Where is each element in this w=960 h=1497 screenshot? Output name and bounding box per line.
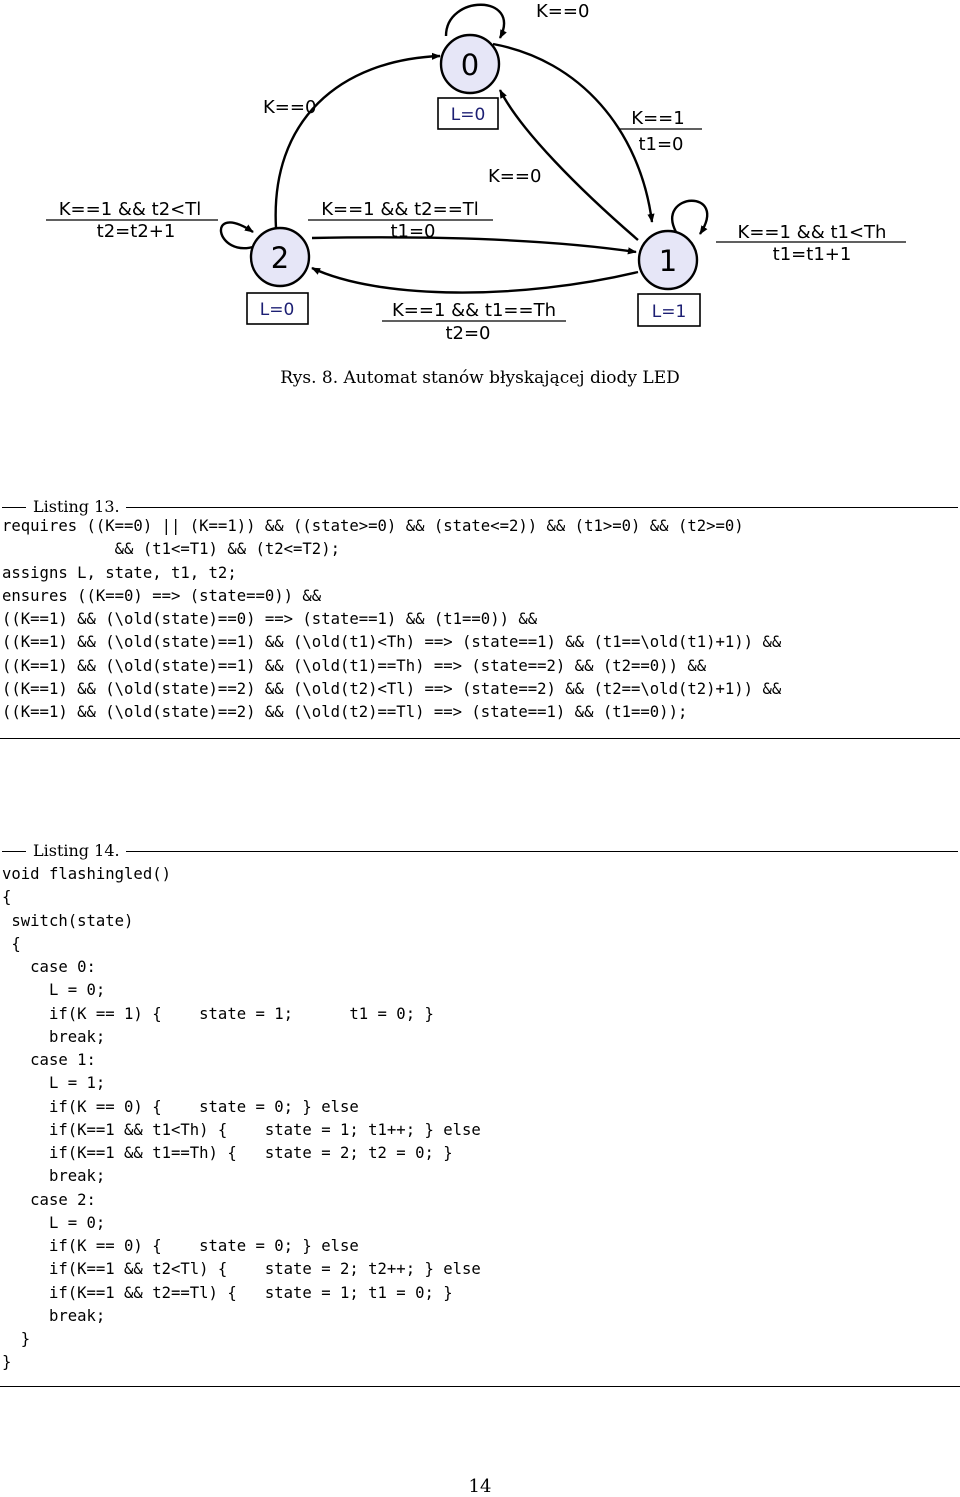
listing-14-code: [2, 863, 481, 1375]
label-t-1-2-guard: K==1 && t1==Th: [391, 300, 557, 321]
state-machine-diagram: [0, 0, 960, 360]
code-line: ((K==1) && (\old(state)==1) && (\old(t1)==Th) ==> (state==2) && (t2==0)) &&: [2, 656, 707, 675]
listing-13-bottom-rule: [0, 738, 960, 739]
code-line: L = 0;: [2, 981, 106, 1000]
code-line: break;: [2, 1027, 106, 1046]
code-line: ((K==1) && (\old(state)==2) && (\old(t2)<Tl) ==> (state==2) && (t2==\old(t2)+1)) &&: [2, 679, 782, 698]
code-line: switch(state): [2, 911, 134, 930]
label-t-1-2: [382, 300, 566, 344]
code-line: ((K==1) && (\old(state)==0) ==> (state==1) && (t1==0)) &&: [2, 610, 538, 628]
transition-1-to-0: [500, 90, 638, 240]
label-self-2-action: t2=t2+1: [96, 221, 176, 242]
transition-1-to-2: [312, 268, 638, 293]
label-self-1-guard: K==1 && t1<Th: [737, 222, 887, 243]
label-t-1-2-action: t2=0: [445, 323, 491, 344]
transition-self-0: [446, 5, 504, 38]
state-1: [639, 231, 697, 289]
page-number: 14: [468, 1476, 492, 1497]
transition-2-to-1: [312, 237, 636, 252]
figure-caption: Rys. 8. Automat stanów błyskającej diody LED: [280, 368, 680, 388]
state-0: [441, 35, 499, 93]
listing-13-label: Listing 13.: [33, 497, 120, 516]
code-line: if(K == 0) { state = 0; } else: [2, 1237, 359, 1255]
code-line: requires ((K==0) || (K==1)) && ((state>=0) && (state<=2)) && (t1>=0) && (t2>=0): [2, 517, 744, 535]
label-self-0: K==0: [536, 1, 590, 22]
code-line: if(K==1 && t2==Tl) { state = 1; t1 = 0; }: [2, 1283, 453, 1302]
label-self-1-action: t1=t1+1: [772, 244, 852, 265]
state-2-label: 2: [270, 241, 290, 275]
code-line: break;: [2, 1167, 106, 1186]
state-2: [251, 228, 309, 286]
state-1-output: L=1: [651, 302, 687, 322]
code-line: if(K == 1) { state = 1; t1 = 0; }: [2, 1004, 434, 1023]
code-line: break;: [2, 1306, 106, 1325]
code-line: assigns L, state, t1, t2;: [2, 563, 237, 582]
label-t-0-1: [620, 108, 702, 155]
listing-14-header: [0, 839, 960, 863]
code-line: if(K==1 && t1==Th) { state = 2; t2 = 0; }: [2, 1144, 453, 1162]
state-0-output: L=0: [450, 105, 486, 125]
code-line: && (t1<=T1) && (t2<=T2);: [2, 540, 340, 559]
code-line: {: [2, 888, 12, 907]
transition-0-to-1: [493, 44, 652, 222]
label-t-0-1-action: t1=0: [638, 134, 684, 155]
state-0-label: 0: [460, 48, 480, 82]
label-t-0-1-guard: K==1: [631, 108, 685, 129]
code-line: case 0:: [2, 958, 96, 976]
code-line: if(K==1 && t2<Tl) { state = 2; t2++; } else: [2, 1260, 481, 1279]
code-line: case 1:: [2, 1051, 96, 1069]
code-line: {: [2, 934, 21, 953]
code-line: if(K == 0) { state = 0; } else: [2, 1097, 359, 1116]
state-1-label: 1: [658, 244, 678, 278]
label-t-2-1-guard: K==1 && t2==Tl: [321, 199, 479, 220]
state-1-output-box: [638, 294, 700, 326]
transition-self-1: [672, 201, 707, 234]
state-2-output-box: [247, 293, 308, 324]
code-line: L = 1;: [2, 1074, 106, 1093]
code-line: }: [2, 1330, 31, 1348]
state-0-output-box: [438, 98, 498, 129]
label-self-1: [716, 222, 906, 265]
code-line: case 2:: [2, 1190, 96, 1209]
code-line: ensures ((K==0) ==> (state==0)) &&: [2, 586, 322, 605]
label-t-2-1: [308, 199, 493, 242]
transition-self-2: [221, 222, 256, 248]
listing-14-bottom-rule: [0, 1386, 960, 1387]
code-line: }: [2, 1353, 12, 1372]
label-t-2-1-action: t1=0: [390, 221, 436, 242]
code-line: ((K==1) && (\old(state)==2) && (\old(t2)==Tl) ==> (state==1) && (t1==0));: [2, 703, 688, 721]
state-2-output: L=0: [259, 300, 295, 320]
label-self-2-guard: K==1 && t2<Tl: [58, 199, 202, 220]
listing-14-label: Listing 14.: [33, 841, 120, 860]
code-line: L = 0;: [2, 1213, 106, 1232]
code-line: if(K==1 && t1<Th) { state = 1; t1++; } else: [2, 1120, 481, 1139]
label-t-2-0: K==0: [263, 97, 317, 118]
label-self-2: [46, 199, 218, 242]
listing-13-code: [2, 515, 781, 724]
label-t-1-0: K==0: [488, 166, 542, 187]
code-line: void flashingled(): [2, 865, 171, 883]
code-line: ((K==1) && (\old(state)==1) && (\old(t1)<Th) ==> (state==1) && (t1==\old(t1)+1)) &&: [2, 633, 782, 652]
